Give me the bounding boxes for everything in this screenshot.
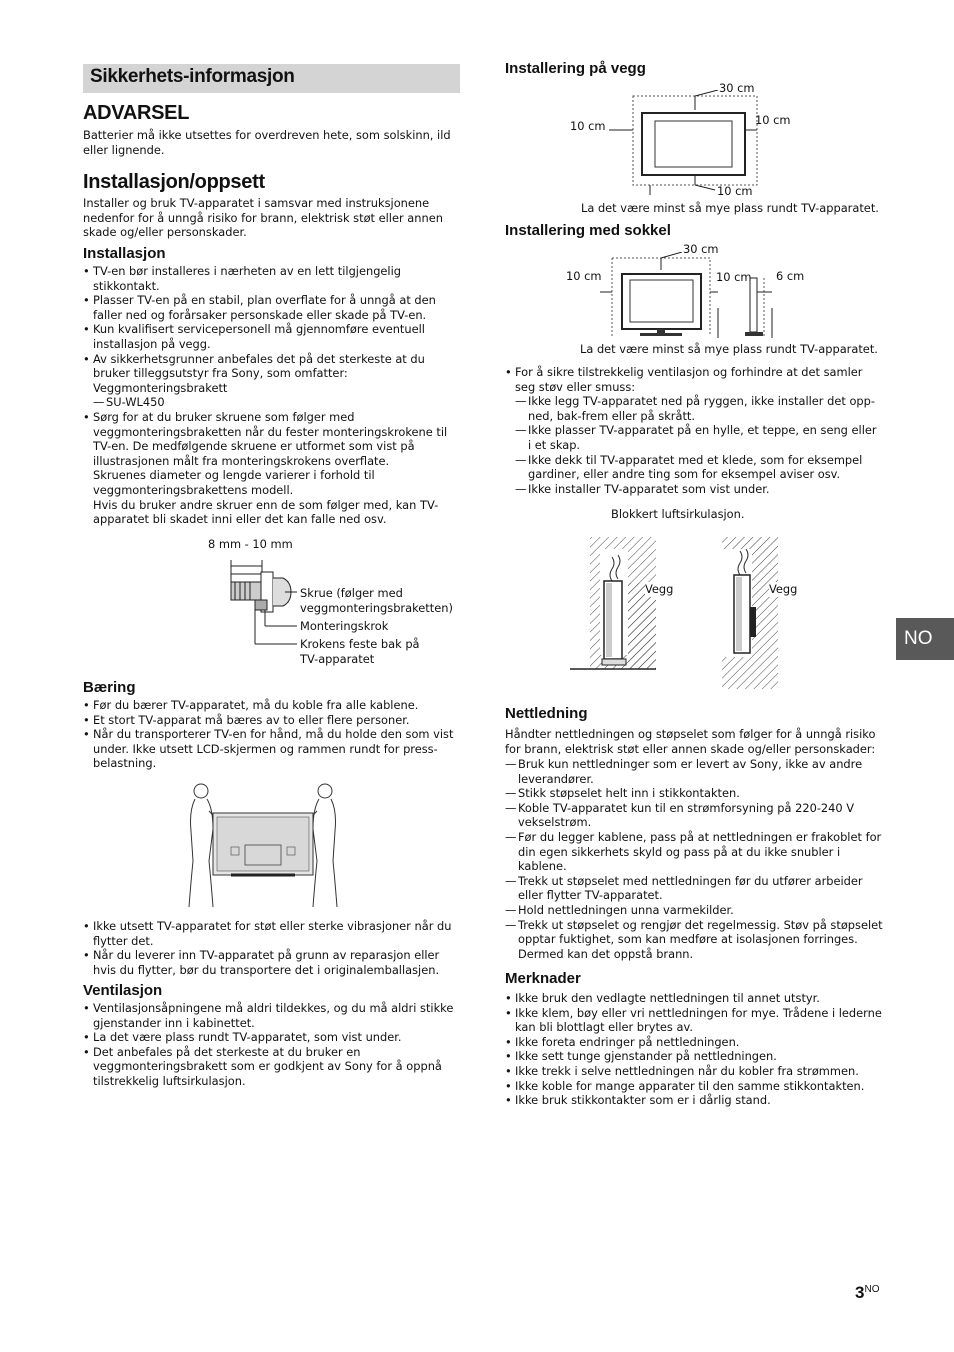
list-item-text: Skruenes diameter og lengde varierer i forhold til veggmonteringsbrakettens modell. [93, 468, 375, 497]
installasjon-heading: Installasjon [83, 245, 166, 262]
page-number-suffix: NO [864, 1284, 880, 1295]
language-tab-label: NO [904, 628, 933, 649]
installasjon-oppsett-intro: Installer og bruk TV-apparatet i samsvar med instruksjonene nedenfor for å unngå risiko for brann, elektrisk støt eller annen skade og/eller personskader. [83, 196, 443, 240]
list-item: • Ikke trekk i selve nettledningen når du kobler fra strømmen. [505, 1064, 883, 1079]
page-number-value: 3 [855, 1283, 865, 1302]
carrying-illustration [183, 781, 343, 909]
list-item: • Et stort TV-apparat må bæres av to eller flere personer. [83, 713, 459, 728]
stand-top-clearance: 30 cm [683, 242, 719, 256]
list-item: • Plasser TV-en på en stabil, plan overflate for å unngå at den faller ned og forårsaker personskade eller skade på TV-en. [83, 293, 459, 322]
screw-illustration [225, 552, 305, 652]
bracket-model: — SU-WL450 [93, 395, 459, 410]
list-item: • Kun kvalifisert servicepersonell må gjennomføre eventuell installasjon på vegg. [83, 322, 459, 351]
section-title: Sikkerhets-informasjon [90, 66, 295, 87]
list-item [83, 410, 459, 527]
blocked-airflow-title: Blokkert luftsirkulasjon. [611, 507, 745, 521]
list-item: • Det anbefales på det sterkeste at du bruker en veggmonteringsbrakett som er godkjent av Sony for å oppnå tilstrekkelig luftsirkulasjon. [83, 1045, 459, 1089]
page-number [855, 1283, 879, 1303]
list-item: • Ikke bruk den vedlagte nettledningen til annet utstyr. [505, 991, 883, 1006]
airflow-sublist [515, 394, 883, 496]
screw-dimension-label: 8 mm - 10 mm [208, 537, 293, 551]
nettledning-heading: Nettledning [505, 705, 588, 722]
stand-clearance-diagram [600, 252, 785, 342]
sokkel-heading: Installering med sokkel [505, 222, 671, 239]
list-item: • La det være plass rundt TV-apparatet, som vist under. [83, 1030, 459, 1045]
list-item: — Stikk støpselet helt inn i stikkontakten. [505, 786, 883, 801]
installasjon-list [83, 264, 459, 527]
vegg-heading: Installering på vegg [505, 60, 646, 77]
wall-left-clearance: 10 cm [570, 119, 606, 133]
list-item: • Ikke sett tunge gjenstander på nettledningen. [505, 1049, 883, 1064]
list-item: — Ikke legg TV-apparatet ned på ryggen, ikke installer det opp-ned, bak-frem eller på skrått. [515, 394, 883, 423]
baering-list-2 [83, 919, 459, 977]
wall-top-clearance: 30 cm [719, 81, 755, 95]
baering-heading: Bæring [83, 679, 136, 696]
list-item: — Koble TV-apparatet kun til en strømforsyning på 220-240 V vekselstrøm. [505, 801, 883, 830]
list-item: — Trekk ut støpselet og rengjør det regelmessig. Støv på støpselet opptar fuktighet, som kan medføre at isolasjonen forringes. Dermed kan det oppstå brann. [505, 918, 883, 962]
advarsel-text: Batterier må ikke utsettes for overdreven hete, som solskinn, ild eller lignende. [83, 128, 451, 157]
list-item: • Ikke klem, bøy eller vri nettledningen for mye. Trådene i lederne kan bli blottlagt eller brytes av. [505, 1006, 883, 1035]
stand-right-clearance: 10 cm [716, 270, 752, 284]
list-item: • Når du leverer inn TV-apparatet på grunn av reparasjon eller hvis du flytter, bør du transportere det i originalemballasjen. [83, 948, 459, 977]
advarsel-heading: ADVARSEL [83, 102, 190, 124]
list-item: — Før du legger kablene, pass på at nettledningen er frakoblet for din egen sikkerhets skyld og pass på at du ikke snubler i kablene. [505, 830, 883, 874]
merknader-list [505, 991, 883, 1108]
list-item: • Ikke utsett TV-apparatet for støt eller sterke vibrasjoner når du flytter det. [83, 919, 459, 948]
list-item: • TV-en bør installeres i nærheten av en lett tilgjengelig stikkontakt. [83, 264, 459, 293]
list-item: — Bruk kun nettledninger som er levert av Sony, ikke av andre leverandører. [505, 757, 883, 786]
bracket-name: Veggmonteringsbrakett [93, 380, 228, 395]
list-item: — Ikke plasser TV-apparatet på en hylle, et teppe, en seng eller i et skap. [515, 423, 883, 452]
screw-label: Skrue (følger med veggmonteringsbraketten) [300, 586, 453, 615]
wall-right-clearance: 10 cm [755, 113, 791, 127]
list-item [505, 365, 883, 496]
wall-bottom-clearance: 10 cm [717, 184, 753, 198]
stand-back-clearance: 6 cm [776, 269, 805, 283]
hook-label: Monteringskrok [300, 619, 389, 633]
installasjon-oppsett-heading: Installasjon/oppsett [83, 171, 265, 193]
list-item [83, 352, 459, 410]
language-tab [896, 618, 954, 660]
list-item: — Trekk ut støpselet med nettledningen før du utfører arbeider eller flytter TV-apparatet. [505, 874, 883, 903]
list-item: • Ikke koble for mange apparater til den samme stikkontakten. [505, 1079, 883, 1094]
ventilasjon-heading: Ventilasjon [83, 982, 163, 999]
list-item: — Hold nettledningen unna varmekilder. [505, 903, 883, 918]
list-item: — Ikke dekk til TV-apparatet med et klede, som for eksempel gardiner, eller andre ting som for eksempel aviser osv. [515, 453, 883, 482]
stand-left-clearance: 10 cm [566, 269, 602, 283]
list-item-text: • Sørg for at du bruker skruene som følger med veggmonteringsbraketten når du fester monteringskrokene til TV-en. De medfølgende skruene er utformet som vist på illustrasjonen målt fra monteringskrokens overflate. [93, 409, 448, 468]
list-item-text: • For å sikre tilstrekkelig ventilasjon og forhindre at det samler seg støv eller smuss: [515, 365, 863, 394]
list-item: • Før du bærer TV-apparatet, må du koble fra alle kablene. [83, 698, 459, 713]
list-item: • Ikke bruk stikkontakter som er i dårlig stand. [505, 1093, 883, 1108]
merknader-heading: Merknader [505, 970, 581, 987]
stand-caption: La det være minst så mye plass rundt TV-apparatet. [580, 342, 878, 356]
wall-label-right: Vegg [769, 582, 798, 596]
wall-label-left: Vegg [645, 582, 674, 596]
list-item: • Ikke foreta endringer på nettledningen. [505, 1035, 883, 1050]
baering-list [83, 698, 459, 771]
list-item-text: Hvis du bruker andre skruer enn de som følger med, kan TV-apparatet bli skadet inni eller det kan falle ned osv. [93, 497, 439, 527]
bracket-model-list [93, 395, 459, 410]
list-item: • Ventilasjonsåpningene må aldri tildekkes, og du må aldri stikke gjenstander inn i kabinettet. [83, 1001, 459, 1030]
nettledning-intro: Håndter nettledningen og støpselet som følger for å unngå risiko for brann, elektrisk støt eller annen skade og/eller personskader: [505, 727, 876, 756]
airflow-list [505, 365, 883, 496]
section-header-bar [83, 64, 460, 93]
hook-attach-label: Krokens feste bak på TV-apparatet [300, 637, 420, 666]
list-item: — Ikke installer TV-apparatet som vist under. [515, 482, 883, 497]
list-item-text: • Av sikkerhetsgrunner anbefales det på det sterkeste at du bruker tilleggsutstyr fra Sony, som omfatter: [93, 351, 425, 381]
nettledning-list [505, 757, 883, 961]
wall-caption: La det være minst så mye plass rundt TV-apparatet. [581, 201, 879, 215]
list-item: • Når du transporterer TV-en for hånd, må du holde den som vist under. Ikke utsett LCD-skjermen og rammen rundt for press-belastning. [83, 727, 459, 771]
blocked-airflow-illustration [568, 535, 783, 691]
ventilasjon-list [83, 1001, 459, 1089]
